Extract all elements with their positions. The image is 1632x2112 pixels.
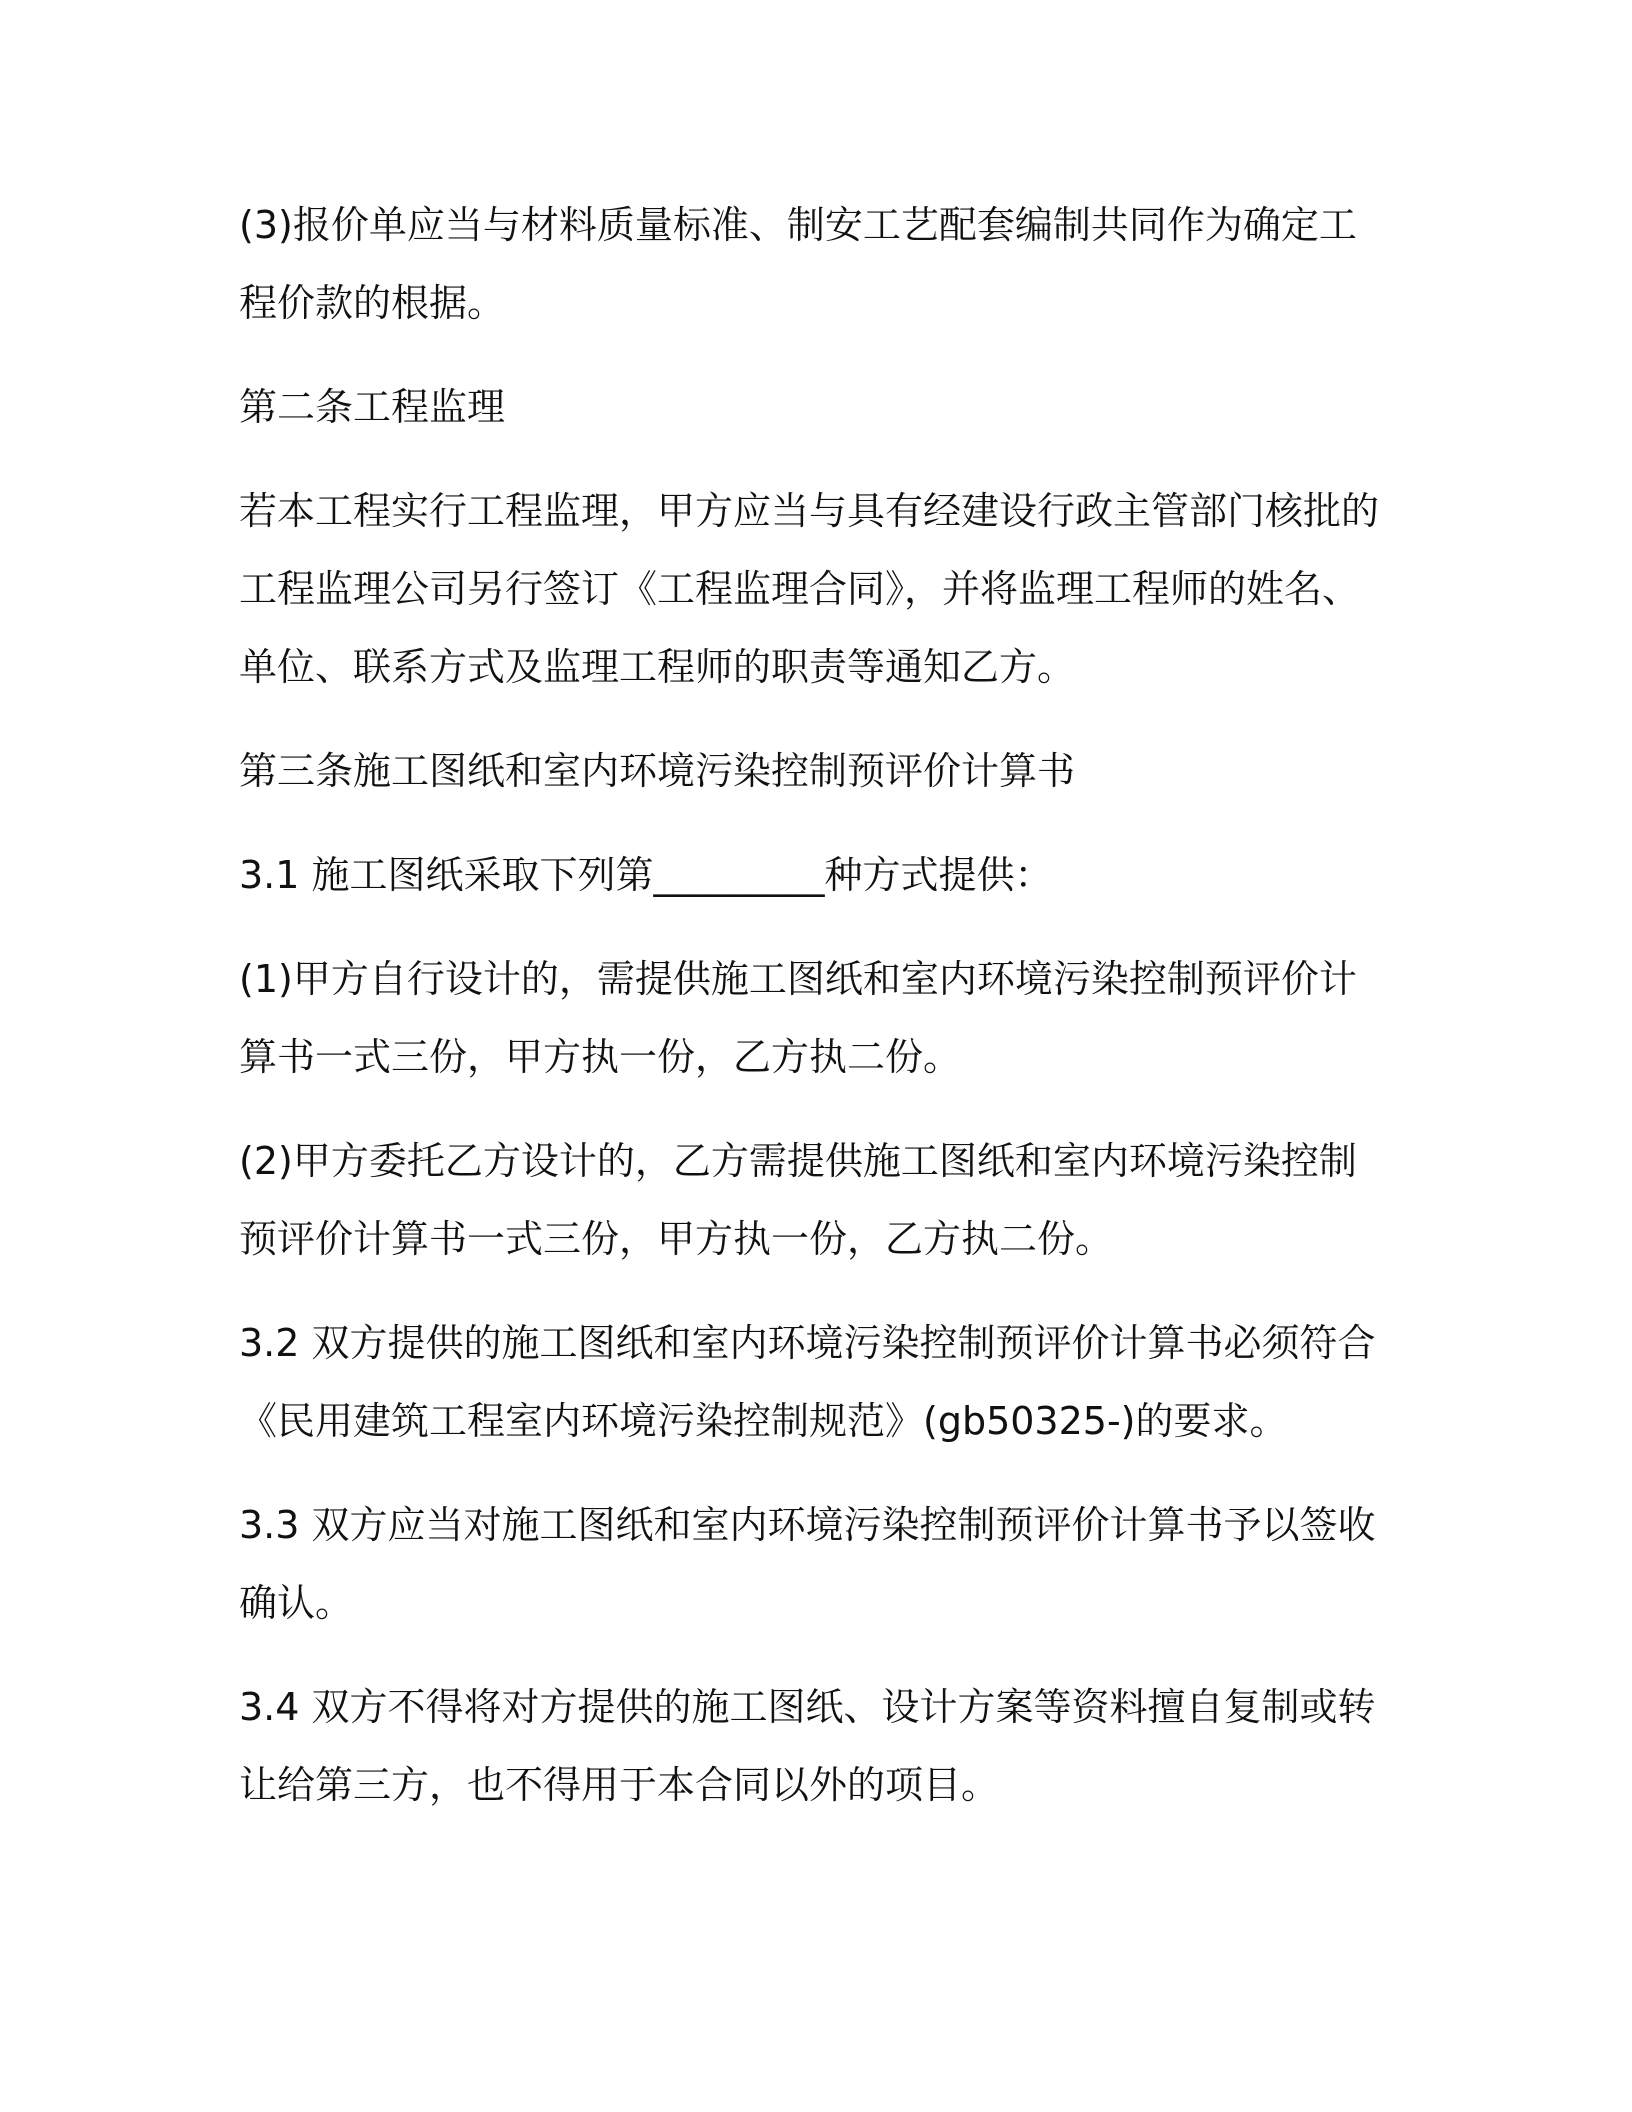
paragraph-supervision: 若本工程实行工程监理，甲方应当与具有经建设行政主管部门核批的工程监理公司另行签订《工程监理合同》，并将监理工程师的姓名、单位、联系方式及监理工程师的职责等通知乙方。 (239, 489, 1380, 689)
paragraph-3-3: 3.3 双方应当对施工图纸和室内环境污染控制预评价计算书予以签收确认。 (239, 1503, 1376, 1625)
heading-article-3: 第三条施工图纸和室内环境污染控制预评价计算书 (239, 749, 1076, 793)
paragraph-3-4: 3.4 双方不得将对方提供的施工图纸、设计方案等资料擅自复制或转让给第三方，也不得用于本合同以外的项目。 (239, 1685, 1376, 1807)
paragraph-3-1-option-2: (2)甲方委托乙方设计的，乙方需提供施工图纸和室内环境污染控制预评价计算书一式三份，甲方执一份，乙方执二份。 (239, 1139, 1357, 1261)
paragraph-3-1: 3.1 施工图纸采取下列第_________种方式提供： (239, 853, 1053, 897)
document-body (239, 186, 1389, 1850)
heading-article-2: 第二条工程监理 (239, 385, 506, 429)
paragraph-3-2: 3.2 双方提供的施工图纸和室内环境污染控制预评价计算书必须符合《民用建筑工程室内环境污染控制规范》(gb50325-)的要求。 (239, 1321, 1376, 1443)
paragraph-pricing-basis: (3)报价单应当与材料质量标准、制安工艺配套编制共同作为确定工程价款的根据。 (239, 203, 1357, 325)
paragraph-3-1-option-1: (1)甲方自行设计的，需提供施工图纸和室内环境污染控制预评价计算书一式三份，甲方执一份，乙方执二份。 (239, 957, 1357, 1079)
